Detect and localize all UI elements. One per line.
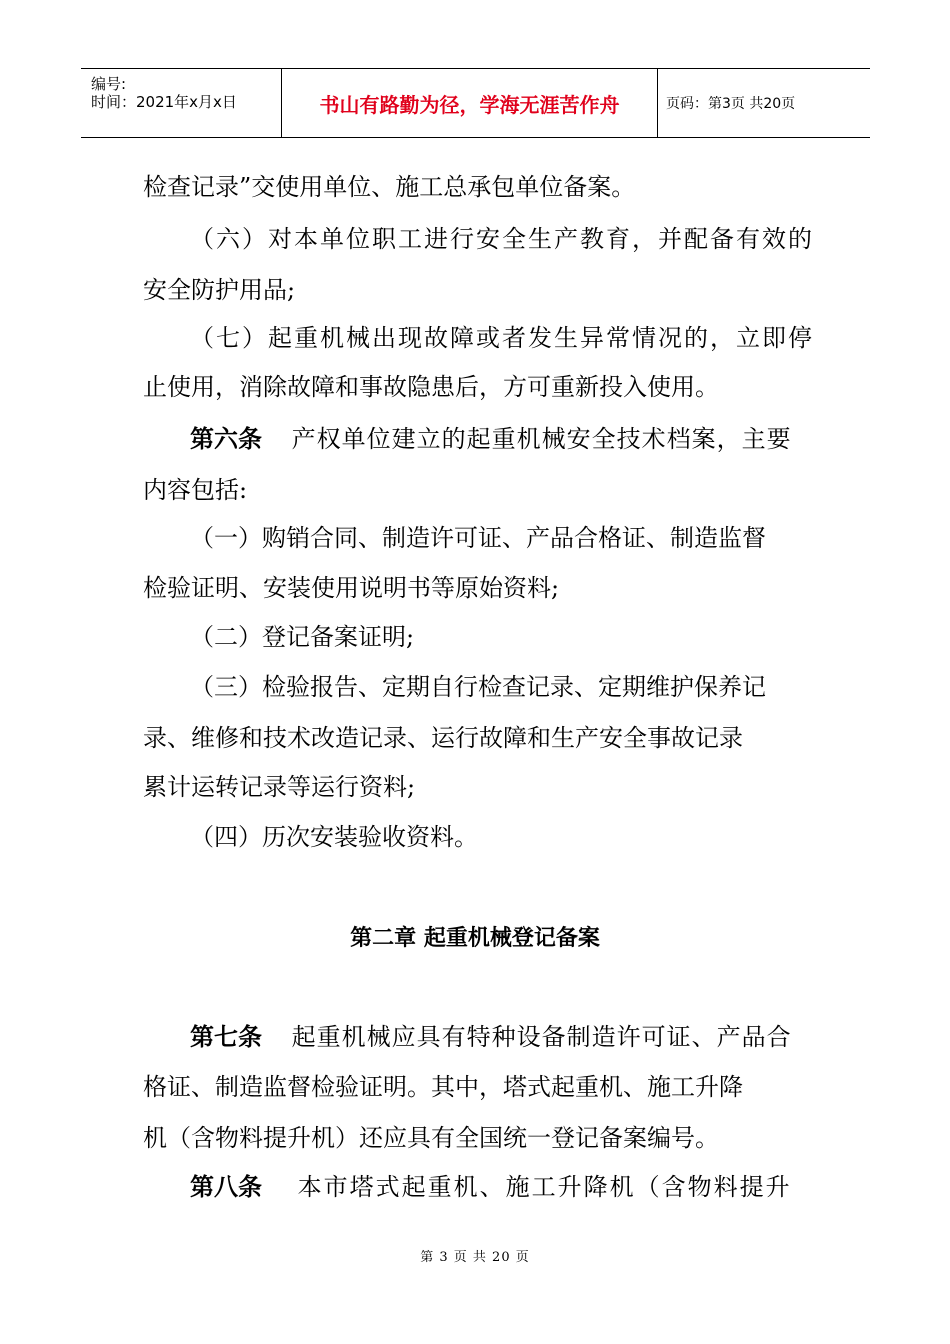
chapter-heading: 第二章 起重机械登记备案 (350, 926, 600, 951)
text-line: （三）检验报告、定期自行检查记录、定期维护保养记 (190, 673, 766, 701)
article-7-title: 第七条 (190, 1022, 262, 1051)
article-6-text: 产权单位建立的起重机械安全技术档案，主要 (291, 425, 792, 453)
text-line: 内容包括: (143, 476, 248, 504)
text-line: （二）登记备案证明; (190, 623, 415, 651)
doc-date: 时间：2021年x月x日 (91, 93, 237, 111)
header-meta (81, 69, 282, 137)
text-line: （四）历次安装验收资料。 (190, 823, 478, 851)
text-line: （一）购销合同、制造许可证、产品合格证、制造监督 (190, 524, 766, 552)
article-8-title: 第八条 (190, 1172, 262, 1201)
text-line: 止使用，消除故障和事故隐患后，方可重新投入使用。 (143, 373, 719, 401)
article-8-text: 本市塔式起重机、施工升降机（含物料提升 (297, 1173, 792, 1201)
page-footer: 第 3 页 共 20 页 (420, 1250, 530, 1265)
article-7-text: 起重机械应具有特种设备制造许可证、产品合 (291, 1023, 792, 1051)
article-6-title: 第六条 (190, 424, 262, 453)
text-line: 录、维修和技术改造记录、运行故障和生产安全事故记录 (143, 724, 743, 752)
article-8 (190, 1172, 792, 1202)
article-7 (190, 1022, 792, 1052)
article-6 (190, 424, 792, 454)
text-line: （六）对本单位职工进行安全生产教育，并配备有效的 (190, 225, 814, 253)
text-line: 检验证明、安装使用说明书等原始资料; (143, 574, 560, 602)
doc-number-label: 编号: (91, 75, 127, 93)
text-line: 机（含物料提升机）还应具有全国统一登记备案编号。 (143, 1124, 719, 1152)
text-line: 检查记录”交使用单位、施工总承包单位备案。 (143, 173, 636, 201)
text-line: 格证、制造监督检验证明。其中，塔式起重机、施工升降 (143, 1073, 743, 1101)
header-motto: 书山有路勤为径，学海无涯苦作舟 (282, 69, 658, 137)
text-line: 累计运转记录等运行资料; (143, 773, 416, 801)
text-line: （七）起重机械出现故障或者发生异常情况的，立即停 (190, 324, 814, 352)
page-header (81, 68, 870, 138)
header-page-info: 页码：第3页 共20页 (666, 96, 796, 112)
text-line: 安全防护用品; (143, 276, 296, 304)
